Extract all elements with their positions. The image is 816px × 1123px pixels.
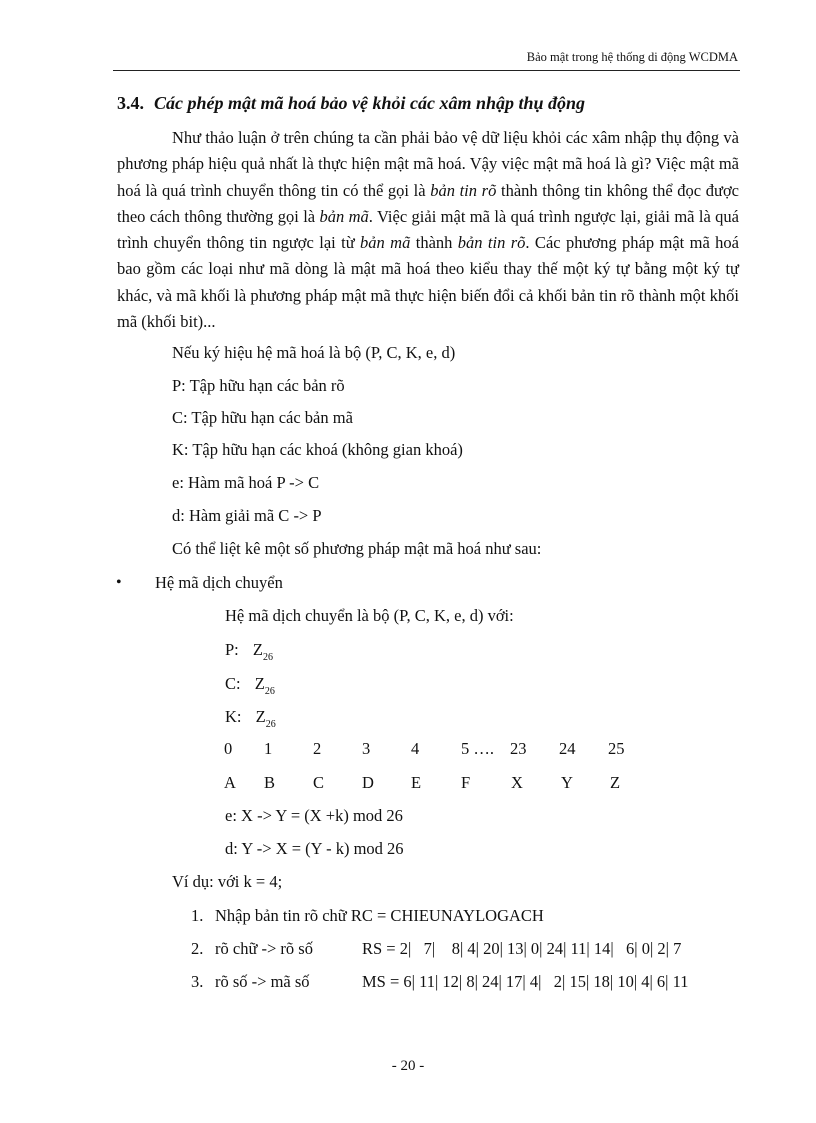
intro-paragraph [117,125,739,335]
set-c-label: C: [225,674,241,693]
set-k-row [225,707,276,730]
set-symbol: Z [255,707,266,726]
bullet-icon: • [116,574,122,591]
section-title: Các phép mật mã hoá bảo vệ khỏi các xâm nhập thụ động [154,93,586,113]
alphabet-letter: Y [561,773,573,792]
alphabet-letter: E [411,773,422,792]
section-number: 3.4. [117,93,144,113]
definition-d: d: Hàm giải mã C -> P [172,506,322,525]
encryption-function: e: X -> Y = (X +k) mod 26 [225,806,403,825]
definition-k: K: Tập hữu hạn các khoá (không gian khoá) [172,440,463,459]
definition-intro: Nếu ký hiệu hệ mã hoá là bộ (P, C, K, e, d) [172,343,456,362]
para-text: thành thông tin không thể đọc được theo cách thông thường gọi là [117,180,739,226]
set-subscript: 26 [265,719,276,730]
page-number: - 20 - [391,1058,425,1074]
step-number: 3. [191,972,204,991]
list-intro: Có thể liệt kê một số phương pháp mật mã hoá như sau: [172,539,542,558]
alphabet-number: 3 [362,739,371,758]
example-intro: Ví dụ: với k = 4; [172,872,283,891]
alphabet-letter: D [362,773,374,792]
alphabet-number: 1 [264,739,273,758]
shift-cipher-title: Hệ mã dịch chuyển [155,573,283,592]
alphabet-number: 25 [608,739,625,758]
para-italic: bản tin rõ [457,233,526,253]
definition-p: P: Tập hữu hạn các bản rõ [172,376,345,395]
alphabet-letter: F [461,773,471,792]
decryption-function: d: Y -> X = (Y - k) mod 26 [225,839,404,858]
set-p-row [225,640,273,663]
para-text: . Các phương pháp mật mã hoá bao gồm các loại như mã dòng là mật mã hoá theo kiểu thay thế một ký tự bằng một ký tự khác, và mã khối là phương pháp mật mã thực hiện biến đổi cả khối bản tin rõ thành một khối mã (khối bit)... [117,233,739,332]
set-symbol: Z [254,674,265,693]
header-title: Bảo mật trong hệ thống di động WCDMA [526,50,738,64]
alphabet-letter: A [224,773,236,792]
shift-cipher-definition: Hệ mã dịch chuyển là bộ (P, C, K, e, d) với: [225,606,514,625]
set-symbol: Z [252,640,263,659]
alphabet-letter: X [511,773,523,792]
step-label: rõ số -> mã số [215,972,310,991]
set-subscript: 26 [262,652,273,663]
alphabet-letter: C [313,773,325,792]
alphabet-number: 4 [411,739,420,758]
alphabet-letter: B [264,773,276,792]
set-subscript: 26 [264,686,275,697]
step-number: 2. [191,939,204,958]
page-header [113,48,740,71]
step-value: MS = 6| 11| 12| 8| 24| 17| 4| 2| 15| 18| 10| 4| 6| 11 [362,972,689,991]
section-heading [117,93,585,114]
para-text: Như thảo luận ở trên chúng ta cần phải bảo vệ dữ liệu khỏi các xâm nhập thụ động và phương pháp hiệu quả nhất là thực hiện mật mã hoá. Vậy việc mật mã hoá là gì? Việc mật mã hoá là quá trình chuyển thông tin có thể gọi là [117,128,739,200]
alphabet-number: 0 [224,739,233,758]
para-text: thành [410,233,458,253]
set-c-row [225,674,275,697]
step-number: 1. [191,906,204,925]
para-italic: bản tin rõ [430,180,497,200]
para-text: . Việc giải mật mã là quá trình ngược lại, giải mã là quá trình chuyển thông tin ngược lại từ [117,206,739,253]
para-italic: bản mã [319,206,369,226]
alphabet-number: 24 [559,739,576,758]
definition-e: e: Hàm mã hoá P -> C [172,473,320,492]
step-label: rõ chữ -> rõ số [215,939,313,958]
step-label: Nhập bản tin rõ chữ RC = CHIEUNAYLOGACH [215,906,544,925]
set-p-label: P: [225,640,239,659]
alphabet-number: 23 [510,739,527,758]
para-italic: bản mã [360,233,411,253]
step-value: RS = 2| 7| 8| 4| 20| 13| 0| 24| 11| 14| 6| 0| 2| 7 [362,939,682,958]
set-k-label: K: [225,707,242,726]
alphabet-letter: Z [610,773,621,792]
alphabet-number: 5 …. [461,739,494,758]
alphabet-number: 2 [313,739,322,758]
definition-c: C: Tập hữu hạn các bản mã [172,408,353,427]
